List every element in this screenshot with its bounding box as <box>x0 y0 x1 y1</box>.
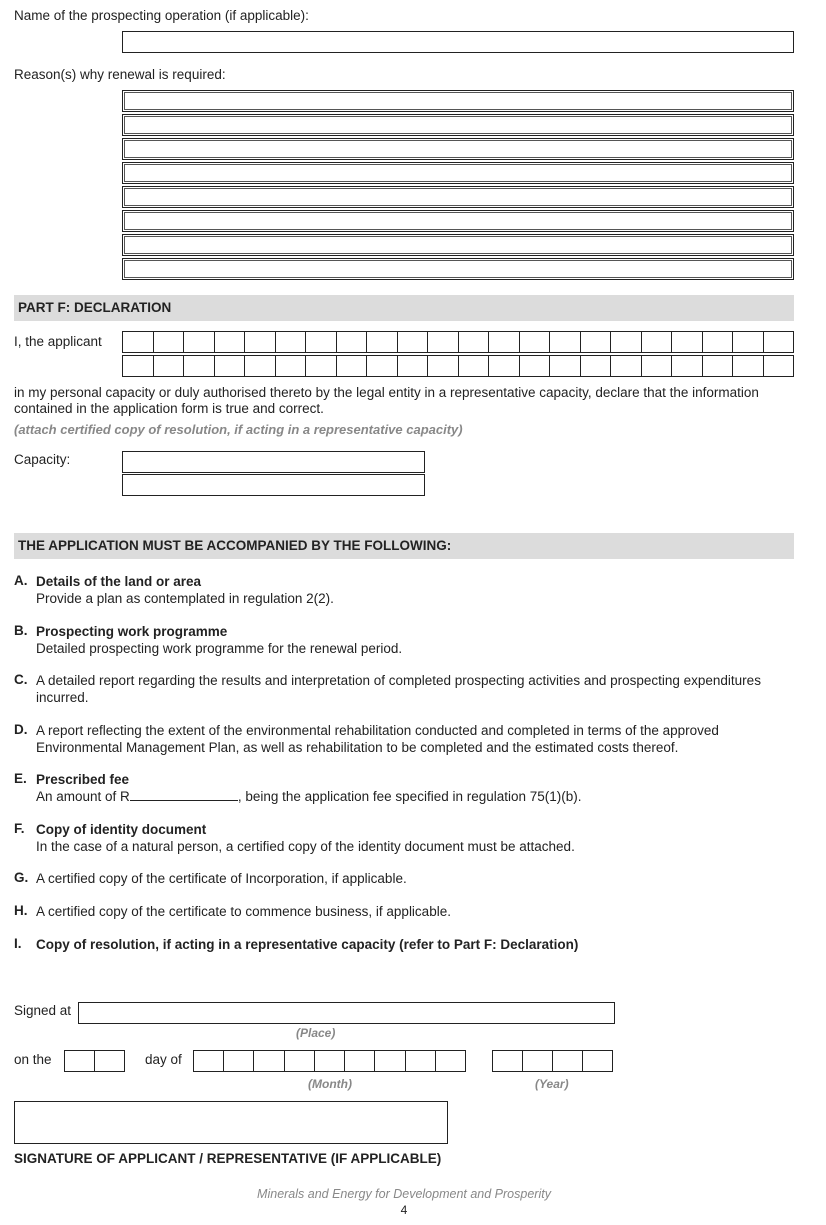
req-a-letter: A. <box>14 573 28 588</box>
applicant-name-cell[interactable] <box>459 356 490 376</box>
applicant-name-cell[interactable] <box>611 332 642 352</box>
applicant-name-cell[interactable] <box>733 332 764 352</box>
applicant-name-cell[interactable] <box>428 356 459 376</box>
capacity-field-2[interactable] <box>122 474 425 496</box>
applicant-name-cell[interactable] <box>215 332 246 352</box>
req-e-text-after: , being the application fee specified in regulation 75(1)(b). <box>237 789 582 804</box>
applicant-name-cell[interactable] <box>764 332 794 352</box>
req-b-letter: B. <box>14 623 28 638</box>
renewal-reason-line-inner <box>124 140 792 158</box>
req-d-text: A report reflecting the extent of the environmental rehabilitation conducted and completed in terms of the approved Environmental Management Plan, as well as rehabilitation to be completed and the estimated costs thereof. <box>36 723 719 755</box>
applicant-name-cell[interactable] <box>581 356 612 376</box>
signature-label: SIGNATURE OF APPLICANT / REPRESENTATIVE (IF APPLICABLE) <box>14 1151 442 1166</box>
operation-name-label: Name of the prospecting operation (if applicable): <box>14 8 309 23</box>
applicant-name-cell[interactable] <box>367 332 398 352</box>
req-a-title: Details of the land or area <box>36 574 202 589</box>
applicant-name-cell[interactable] <box>611 356 642 376</box>
applicant-name-cell[interactable] <box>337 332 368 352</box>
renewal-reason-line[interactable] <box>122 258 794 280</box>
applicant-name-cell[interactable] <box>367 356 398 376</box>
applicant-name-cell[interactable] <box>245 356 276 376</box>
applicant-name-cell[interactable] <box>215 356 246 376</box>
requirements-heading: THE APPLICATION MUST BE ACCOMPANIED BY THE FOLLOWING: <box>14 533 794 559</box>
renewal-reason-line-inner <box>124 212 792 230</box>
year-cell[interactable] <box>493 1051 523 1071</box>
renewal-reason-line-inner <box>124 116 792 134</box>
req-c-letter: C. <box>14 672 28 687</box>
capacity-label: Capacity: <box>14 452 71 467</box>
on-the-label: on the <box>14 1052 52 1067</box>
req-i-title: Copy of resolution, if acting in a representative capacity (refer to Part F: Declaration) <box>36 937 579 952</box>
day-field[interactable] <box>64 1050 125 1072</box>
day-of-label: day of <box>145 1052 182 1067</box>
declaration-text: in my personal capacity or duly authorised thereto by the legal entity in a representative capacity, declare that the information contained in the application form is true and correct. <box>14 385 759 416</box>
applicant-name-cell[interactable] <box>642 332 673 352</box>
year-cell[interactable] <box>583 1051 612 1071</box>
month-cell[interactable] <box>285 1051 315 1071</box>
applicant-name-cell[interactable] <box>489 332 520 352</box>
applicant-name-cell[interactable] <box>459 332 490 352</box>
operation-name-field[interactable] <box>122 31 794 53</box>
applicant-name-cell[interactable] <box>154 356 185 376</box>
applicant-name-cell[interactable] <box>184 356 215 376</box>
renewal-reason-line-inner <box>124 92 792 110</box>
renewal-reason-label: Reason(s) why renewal is required: <box>14 67 226 82</box>
capacity-field-1[interactable] <box>122 451 425 473</box>
applicant-name-cell[interactable] <box>733 356 764 376</box>
renewal-reason-line[interactable] <box>122 162 794 184</box>
page-number: 4 <box>400 1203 408 1217</box>
req-d-letter: D. <box>14 722 28 737</box>
applicant-name-cell[interactable] <box>123 332 154 352</box>
applicant-name-cell[interactable] <box>550 356 581 376</box>
applicant-name-cell[interactable] <box>550 332 581 352</box>
req-f-text: In the case of a natural person, a certified copy of the identity document must be attached. <box>36 839 575 854</box>
req-e-title: Prescribed fee <box>36 772 130 787</box>
applicant-name-cell[interactable] <box>672 356 703 376</box>
req-e-text-before: An amount of R <box>36 789 130 804</box>
month-cell[interactable] <box>224 1051 254 1071</box>
req-a-text: Provide a plan as contemplated in regulation 2(2). <box>36 591 334 606</box>
year-field[interactable] <box>492 1050 613 1072</box>
day-cell[interactable] <box>95 1051 124 1071</box>
req-c-text: A detailed report regarding the results and interpretation of completed prospecting activities and prospecting expenditures incurred. <box>36 673 761 705</box>
applicant-name-cell[interactable] <box>306 332 337 352</box>
req-h-text: A certified copy of the certificate to commence business, if applicable. <box>36 904 451 919</box>
applicant-name-cell[interactable] <box>428 332 459 352</box>
month-cell[interactable] <box>406 1051 436 1071</box>
applicant-name-cell[interactable] <box>276 356 307 376</box>
renewal-reason-line-inner <box>124 260 792 278</box>
signed-at-field[interactable] <box>78 1002 615 1024</box>
applicant-name-cell[interactable] <box>642 356 673 376</box>
signature-field[interactable] <box>14 1101 448 1144</box>
req-g-letter: G. <box>14 870 29 885</box>
applicant-name-cell[interactable] <box>276 332 307 352</box>
req-b-text: Detailed prospecting work programme for the renewal period. <box>36 641 403 656</box>
applicant-name-cell[interactable] <box>520 356 551 376</box>
year-cell[interactable] <box>523 1051 553 1071</box>
applicant-name-row-1[interactable] <box>122 331 794 353</box>
applicant-name-cell[interactable] <box>489 356 520 376</box>
applicant-label: I, the applicant <box>14 334 102 349</box>
renewal-reason-line-inner <box>124 164 792 182</box>
day-cell[interactable] <box>65 1051 95 1071</box>
req-g-text: A certified copy of the certificate of Incorporation, if applicable. <box>36 871 407 886</box>
renewal-reason-line[interactable] <box>122 210 794 232</box>
req-f <box>36 821 796 855</box>
applicant-name-cell[interactable] <box>123 356 154 376</box>
month-field[interactable] <box>193 1050 466 1072</box>
applicant-name-row-2[interactable] <box>122 355 794 377</box>
year-label: (Year) <box>535 1077 569 1091</box>
applicant-name-cell[interactable] <box>703 332 734 352</box>
renewal-reason-line-inner <box>124 188 792 206</box>
req-a <box>36 573 796 607</box>
applicant-name-cell[interactable] <box>703 356 734 376</box>
req-e <box>36 771 796 805</box>
req-b <box>36 623 796 657</box>
month-cell[interactable] <box>254 1051 284 1071</box>
year-cell[interactable] <box>553 1051 583 1071</box>
applicant-name-cell[interactable] <box>520 332 551 352</box>
applicant-name-cell[interactable] <box>764 356 794 376</box>
renewal-reason-line[interactable] <box>122 186 794 208</box>
applicant-name-cell[interactable] <box>398 332 429 352</box>
renewal-reason-line[interactable] <box>122 234 794 256</box>
month-cell[interactable] <box>436 1051 465 1071</box>
applicant-name-cell[interactable] <box>154 332 185 352</box>
renewal-reason-line[interactable] <box>122 138 794 160</box>
signed-at-label: Signed at <box>14 1003 72 1018</box>
month-cell[interactable] <box>375 1051 405 1071</box>
req-h-letter: H. <box>14 903 28 918</box>
applicant-name-cell[interactable] <box>306 356 337 376</box>
footer-slogan: Minerals and Energy for Development and Prosperity <box>257 1187 551 1201</box>
attach-note: (attach certified copy of resolution, if acting in a representative capacity) <box>14 422 463 437</box>
applicant-name-cell[interactable] <box>245 332 276 352</box>
renewal-reason-line[interactable] <box>122 114 794 136</box>
applicant-name-cell[interactable] <box>398 356 429 376</box>
renewal-reason-line-inner <box>124 236 792 254</box>
req-i-letter: I. <box>14 936 22 951</box>
applicant-name-cell[interactable] <box>184 332 215 352</box>
req-f-letter: F. <box>14 821 25 836</box>
fee-amount-blank[interactable] <box>130 788 238 801</box>
part-f-heading: PART F: DECLARATION <box>14 295 794 321</box>
place-label: (Place) <box>296 1026 336 1040</box>
month-cell[interactable] <box>315 1051 345 1071</box>
req-e-letter: E. <box>14 771 27 786</box>
month-cell[interactable] <box>194 1051 224 1071</box>
applicant-name-cell[interactable] <box>672 332 703 352</box>
month-cell[interactable] <box>345 1051 375 1071</box>
renewal-reason-line[interactable] <box>122 90 794 112</box>
month-label: (Month) <box>308 1077 352 1091</box>
req-b-title: Prospecting work programme <box>36 624 228 639</box>
applicant-name-cell[interactable] <box>337 356 368 376</box>
applicant-name-cell[interactable] <box>581 332 612 352</box>
req-f-title: Copy of identity document <box>36 822 207 837</box>
